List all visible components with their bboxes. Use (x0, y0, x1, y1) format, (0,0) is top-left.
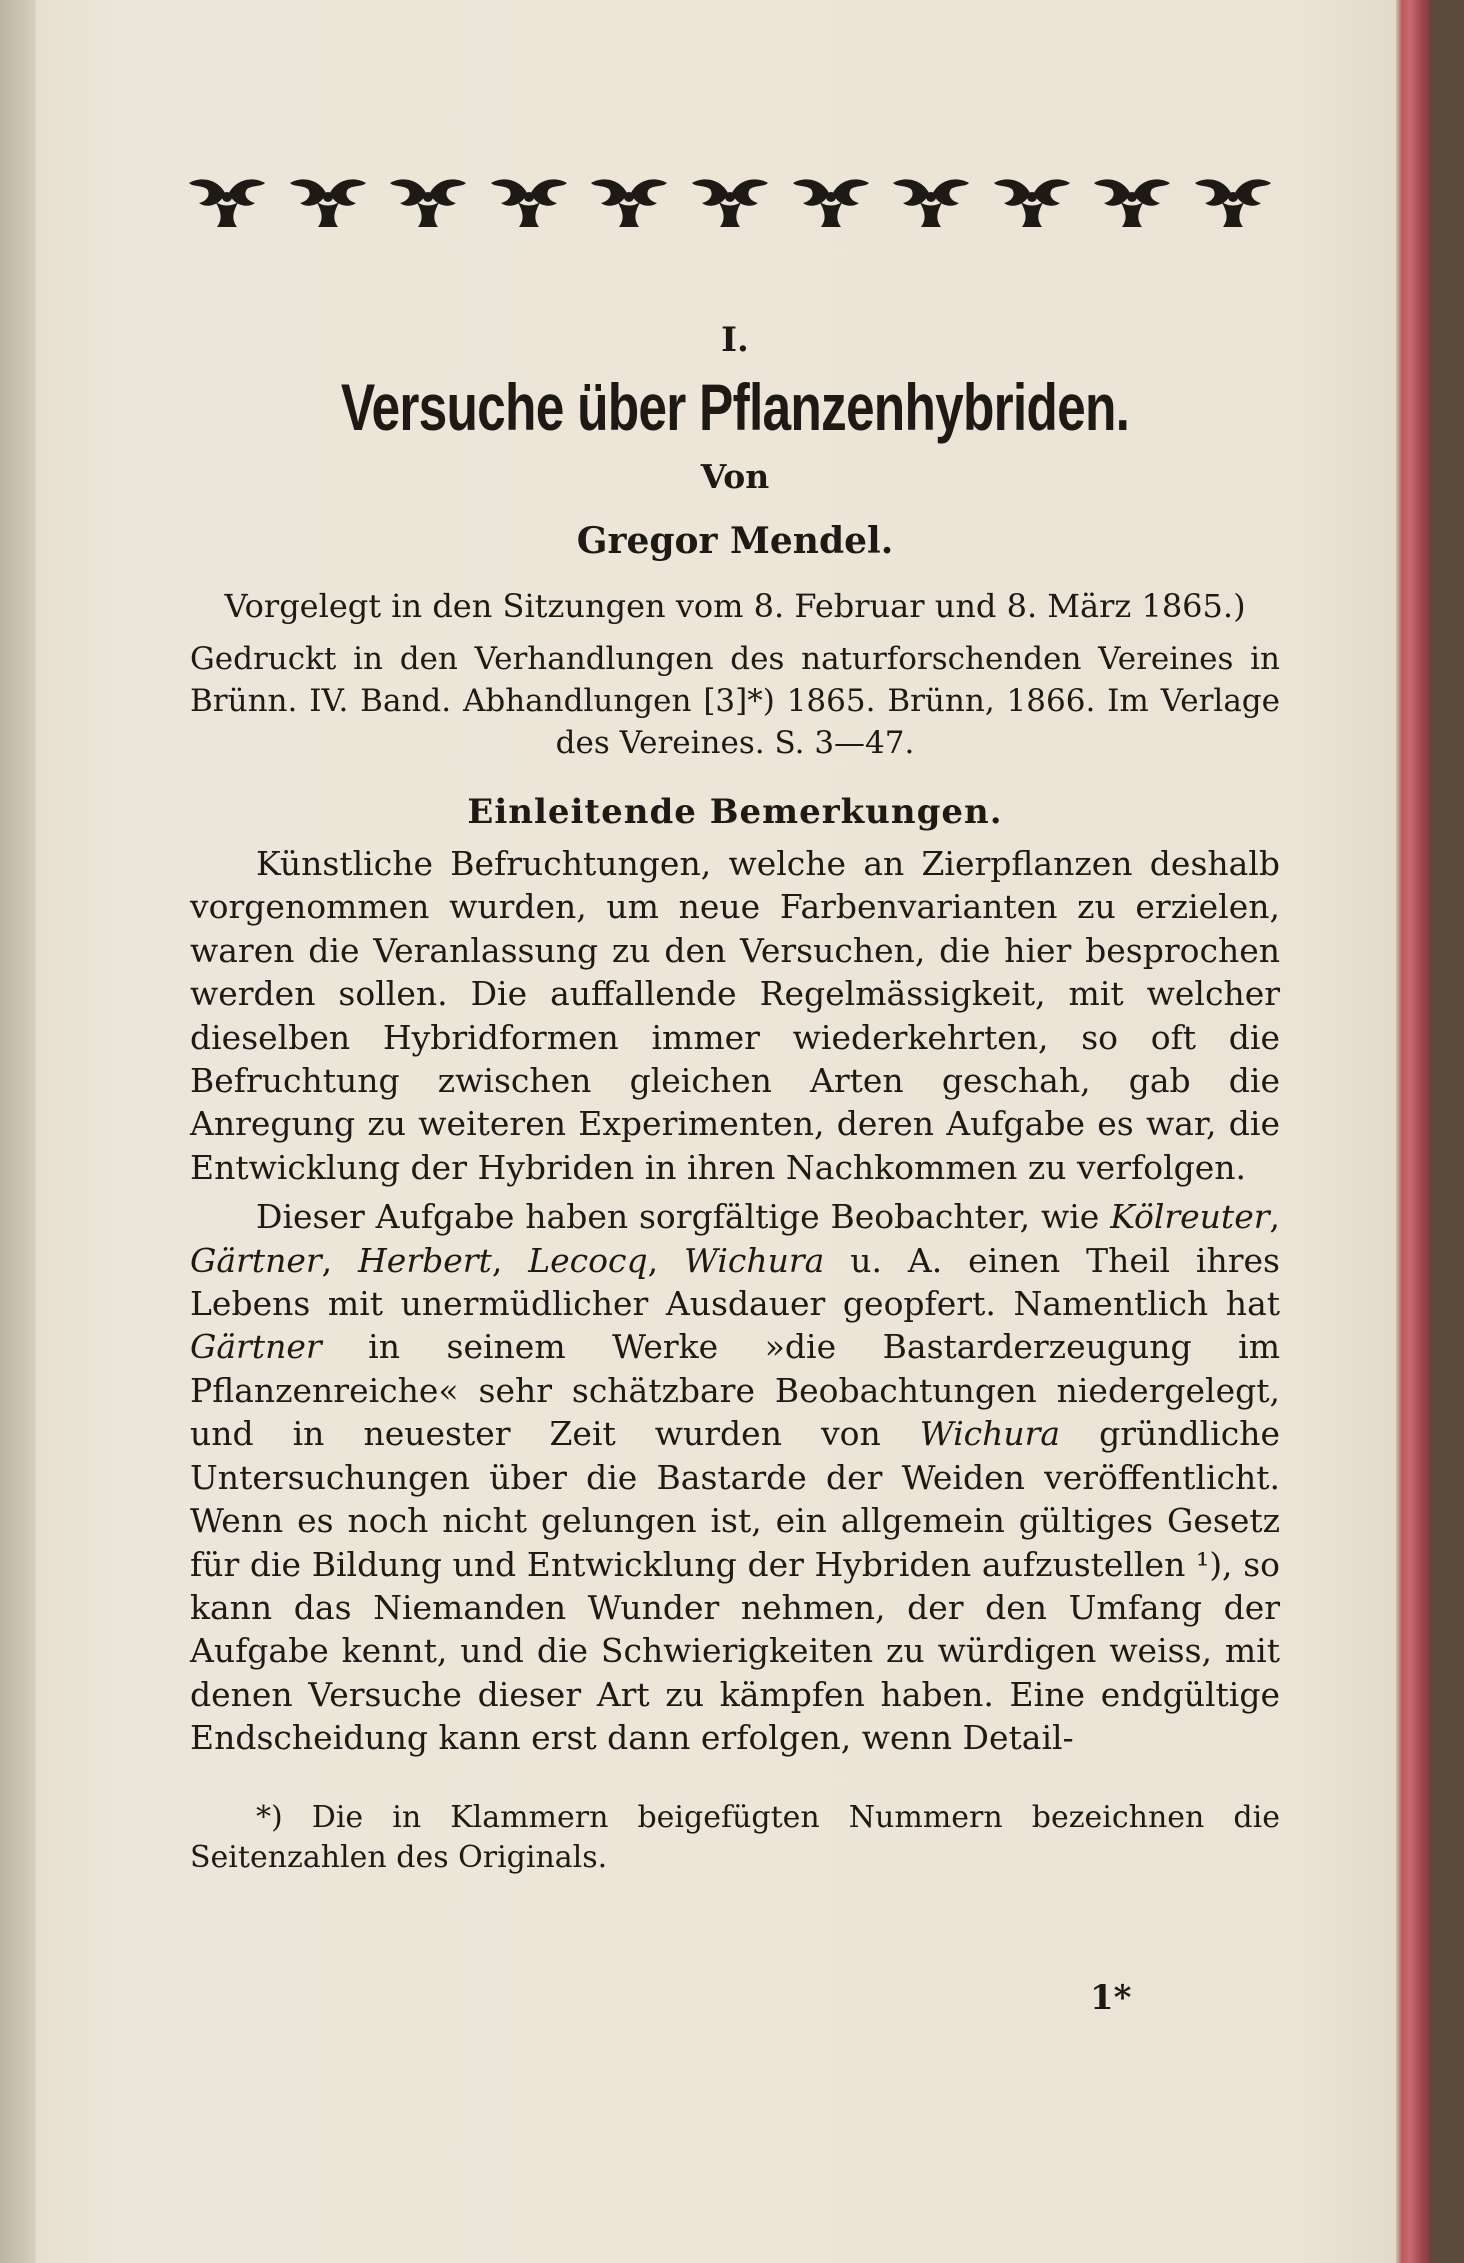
text-run: gründliche Untersuchungen über die Bastarde der Weiden veröffentlicht. Wenn es noch nicht gelungen ist, ein allgemein gültiges Gesetz für die Bildung und Entwicklung der Hybriden aufzustellen ¹), so kann das Niemanden Wunder nehmen, der den Umfang der Aufgabe kennt, und die Schwierigkeiten zu würdigen weiss, mit denen Versuche dieser Art zu kämpfen haben. Eine endgültige Endscheidung kann erst dann erfolgen, wenn Detail- (190, 1414, 1280, 1758)
chapter-number: I. (721, 320, 749, 360)
fleuron-icon (487, 175, 571, 231)
ornament-row (185, 175, 1275, 235)
text-run: , (321, 1240, 359, 1280)
by-label: Von (700, 457, 770, 496)
page-gutter (0, 0, 36, 2263)
footnote: *) Die in Klammern beigefügten Nummern bezeichnen die Seitenzahlen des Originals. (190, 1799, 1280, 1875)
printed-note: Gedruckt in den Verhandlungen des naturforschenden Vereines in Brünn. IV. Band. Abhandlungen [3]*) 1865. Brünn, 1866. Im Verlage des Vereines. S. 3—47. (190, 641, 1280, 761)
text-run: in seinem Werke »die Bastarderzeugung im Pflanzenreiche« sehr schätzbare Beobachtungen niedergelegt, und in neuester Zeit wurden von (190, 1327, 1280, 1454)
text-run: Dieser Aufgabe haben sorgfältige Beobachter, wie (256, 1197, 1111, 1237)
fleuron-icon (587, 175, 671, 231)
name-herbert: Herbert (358, 1240, 492, 1280)
text-run: , (647, 1240, 684, 1280)
fleuron-icon (185, 175, 269, 231)
fleuron-icon (386, 175, 470, 231)
page-title: Versuche über Pflanzenhybriden. (340, 370, 1130, 444)
fleuron-icon (990, 175, 1074, 231)
signature-mark: 1* (1090, 1978, 1132, 2018)
name-wichura: Wichura (919, 1414, 1061, 1454)
presented-line: Vorgelegt in den Sitzungen vom 8. Februar und 8. März 1865.) (224, 587, 1246, 625)
name-gartner: Gärtner (190, 1327, 322, 1367)
text-run: u. A. einen Theil ihres Lebens mit unermüdlicher Ausdauer geopfert. Namentlich hat (190, 1240, 1280, 1324)
fleuron-icon (286, 175, 370, 231)
text-run: , (1269, 1197, 1280, 1237)
page-edge (1396, 0, 1430, 2263)
name-kolreuter: Kölreuter (1110, 1197, 1270, 1237)
page-content (190, 320, 1280, 1878)
fleuron-icon (1090, 175, 1174, 231)
fleuron-icon (1191, 175, 1275, 231)
author-name: Gregor Mendel. (576, 520, 894, 562)
name-gartner: Gärtner (190, 1240, 322, 1280)
paragraph-1: Künstliche Befruchtungen, welche an Zierpflanzen deshalb vorgenommen wurden, um neue Farbenvarianten zu erzielen, waren die Veranlassung zu den Versuchen, die hier besprochen werden sollen. Die auffallende Regelmässigkeit, mit welcher dieselben Hybridformen immer wiederkehrten, so oft die Befruchtung zwischen gleichen Arten geschah, gab die Anregung zu weiteren Experimenten, deren Aufgabe es war, die Entwicklung der Hybriden in ihren Nachkommen zu verfolgen. (190, 844, 1280, 1187)
text-run: , (491, 1240, 529, 1280)
name-wichura: Wichura (684, 1240, 825, 1280)
fleuron-icon (889, 175, 973, 231)
fleuron-icon (688, 175, 772, 231)
name-lecocq: Lecocq (528, 1240, 648, 1280)
section-heading: Einleitende Bemerkungen. (467, 792, 1003, 832)
fleuron-icon (789, 175, 873, 231)
paragraph-2 (190, 1195, 1280, 1759)
